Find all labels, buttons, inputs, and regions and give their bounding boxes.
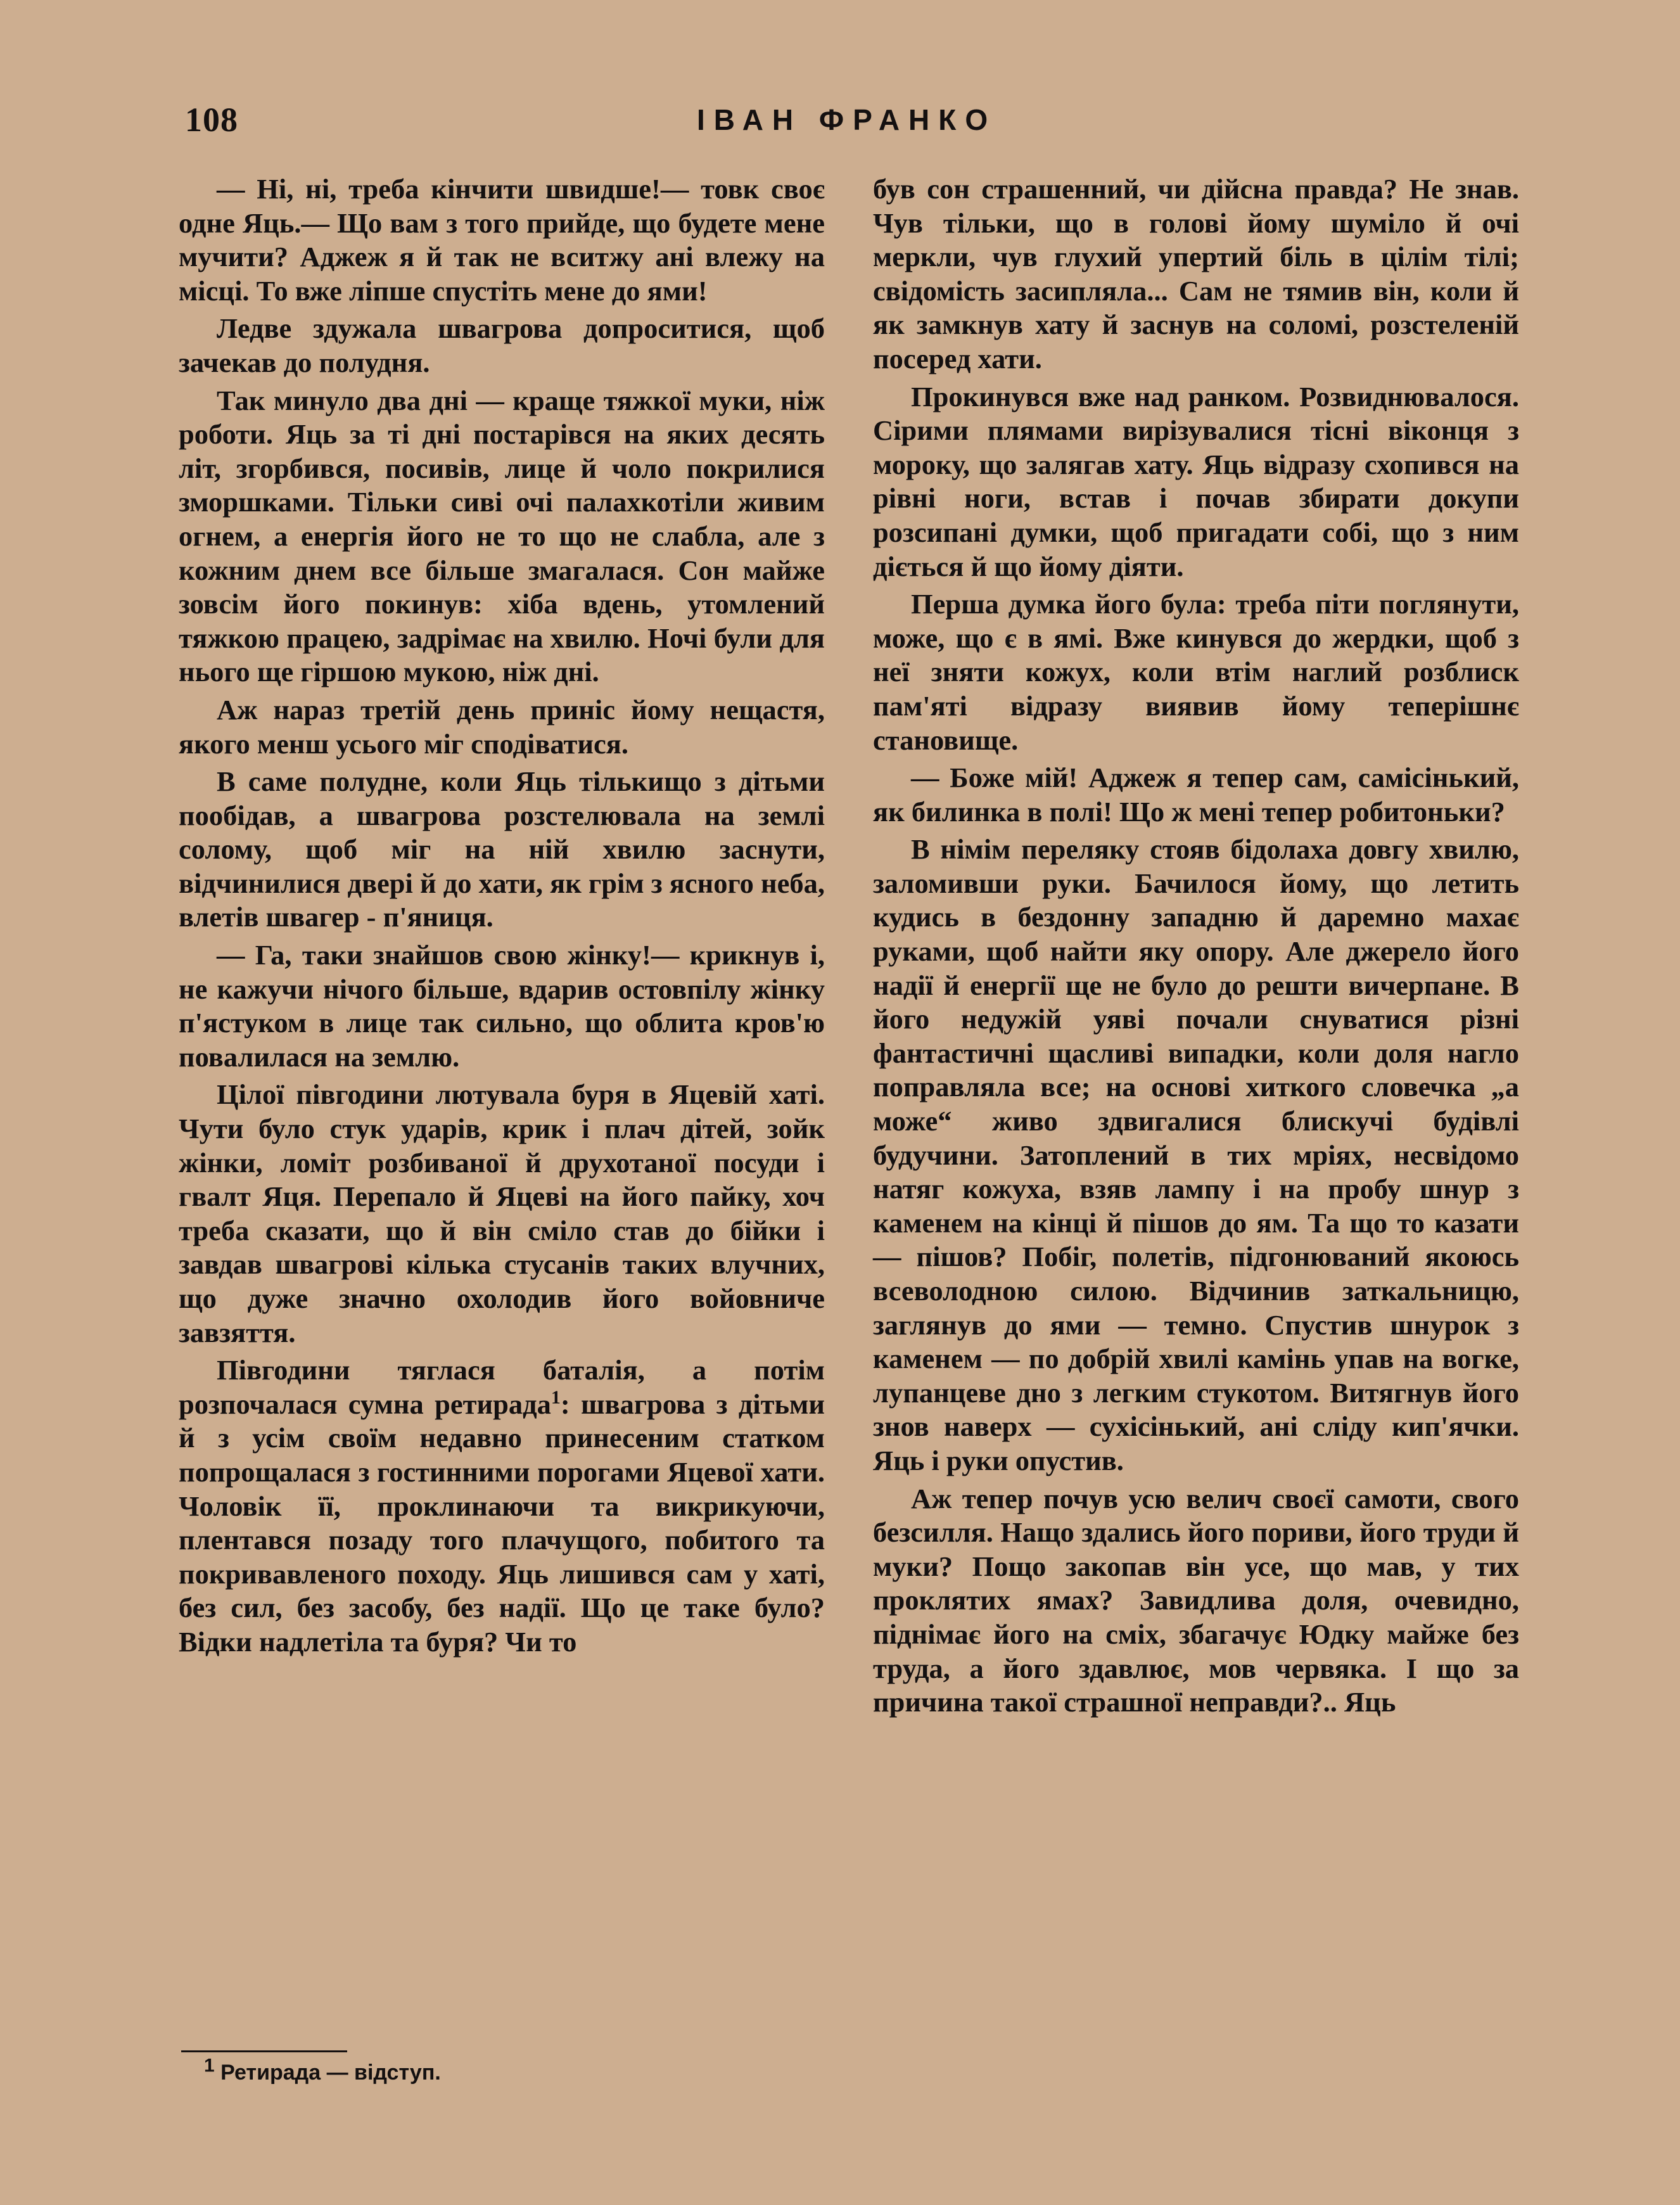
- paragraph: Прокинувся вже над ранком. Розвиднювалося. Сірими плямами вирізувалися тісні віконця з мороку, що залягав хату. Яць відразу схопився на рівні ноги, встав і почав збирати докупи розсипані думки, щоб пригадати собі, що з ним діється й що йому діяти.: [873, 380, 1519, 582]
- paragraph: Аж нараз третій день приніс йому нещастя, якого менш усього міг сподіватися.: [179, 693, 825, 760]
- footnote-divider: [181, 2050, 347, 2052]
- paragraph: В саме полудне, коли Яць тількищо з дітьми пообідав, а швагрова розстелювала на землі солому, щоб міг на ній хвилю заснути, відчинилися двері й до хати, як грім з ясного неба, влетів швагер - п'яниця.: [179, 765, 825, 933]
- page-number: 108: [185, 101, 238, 139]
- paragraph: Ледве здужала швагрова допроситися, щоб зачекав до полудня.: [179, 312, 825, 378]
- paragraph: — Боже мій! Аджеж я тепер сам, самісінький, як билинка в полі! Що ж мені тепер робитоньки?: [873, 762, 1519, 828]
- paragraph-text: : швагрова з дітьми й з усім своїм недавно принесеним статком попрощалася з гостинними порогами Яцевої хати. Чоловік її, проклинаючи та викрикуючи, плентався позаду того плачущого, побитого та покривавленого походу. Яць лишився сам у хаті, без сил, без засобу, без надії. Що це таке було? Відки надлетіла та буря? Чи то: [179, 1388, 825, 1658]
- paragraph: Так минуло два дні — краще тяжкої муки, ніж роботи. Яць за ті дні постарівся на яких десять літ, згорбився, посивів, лице й чоло покрилися зморшками. Тільки сиві очі палахкотіли живим огнем, а енергія його не то що не слабла, але з кожним днем все більше змагалася. Сон майже зовсім його покинув: хіба вдень, утомлений тяжкою працею, задрімає на хвилю. Ночі були для нього ще гіршою мукою, ніж дні.: [179, 384, 825, 688]
- paragraph: В німім переляку стояв бідолаха довгу хвилю, заломивши руки. Бачилося йому, що летить кудись в бездонну западню й даремно махає руками, щоб найти яку опору. Але джерело його надії й енергії ще не було до решти вичерпане. В його недужій уяві почали снуватися різні фантастичні щасливі випадки, коли доля нагло поправляла все; на основі хиткого словечка „а може“ живо здвигалися блискучі будівлі будучини. Затоплений в тих мріях, несвідомо натяг кожуха, взяв лампу і на пробу шнур з каменем на кінці й пішов до ям. Та що то казати — пішов? Побіг, полетів, підгонюваний якоюсь всеволодною силою. Відчинив заткальницю, заглянув до ями — темно. Спустив шнурок з каменем — по добрій хвилі камінь упав на вогке, лупанцеве дно з легким стукотом. Витягнув його знов наверх — сухісінький, ані сліду кип'ячки. Яць і руки опустив.: [873, 833, 1519, 1476]
- footnote-reference: 1: [550, 1386, 561, 1408]
- paragraph: — Га, таки знайшов свою жінку!— крикнув і, не кажучи нічого більше, вдарив остовпілу жінку п'ястуком в лице так сильно, що облита кров'ю повалилася на землю.: [179, 939, 825, 1073]
- footnote-mark: 1: [204, 2055, 215, 2076]
- footnote: [204, 2055, 441, 2085]
- paragraph: Аж тепер почув усю велич своєї самоти, свого безсилля. Нащо здались його пориви, його труди й муки? Пощо закопав він усе, що мав, у тих проклятих ямах? Завидлива доля, очевидно, піднімає його на сміх, збагачує Юдку майже без труда, а його здавлює, мов червяка. І що за причина такої страшної неправди?.. Яць: [873, 1482, 1519, 1718]
- footnote-text: Ретирада — відступ.: [220, 2061, 441, 2085]
- paragraph: Перша думка його була: треба піти поглянути, може, що є в ямі. Вже кинувся до жердки, щоб з неї зняти кожух, коли втім наглий розблиск пам'яті відразу виявив йому теперішнє становище.: [873, 588, 1519, 756]
- paragraph: — Ні, ні, треба кінчити швидше!— товк своє одне Яць.— Що вам з того прийде, що будете мене мучити? Аджеж я й так не вситжу ані влежу на місці. То вже ліпше спустіть мене до ями!: [179, 173, 825, 307]
- running-head: ІВАН ФРАНКО: [697, 103, 997, 136]
- paragraph-with-footnote: [179, 1353, 825, 1659]
- paragraph: був сон страшенний, чи дійсна правда? Не знав. Чув тільки, що в голові йому шуміло й очі меркли, чув глухий упертий біль в цілім тілі; свідомість засипляла... Сам не тямив він, коли й як замкнув хату й заснув на соломі, розстеленій посеред хати.: [873, 173, 1519, 374]
- right-column: [873, 172, 1519, 1720]
- paragraph: Цілої півгодини лютувала буря в Яцевій хаті. Чути було стук ударів, крик і плач дітей, зойк жінки, ломіт розбиваної й друхотаної посуди і гвалт Яця. Перепало й Яцеві на його пайку, хоч треба сказати, що й він сміло став до бійки і завдав швагрові кілька стусанів таких влучних, що дуже значно охолодив його войовниче завзяття.: [179, 1078, 825, 1348]
- paragraph-text: Півгодини тяглася баталія, а потім розпочалася сумна ретирада: [179, 1354, 825, 1420]
- left-column: [179, 172, 825, 1659]
